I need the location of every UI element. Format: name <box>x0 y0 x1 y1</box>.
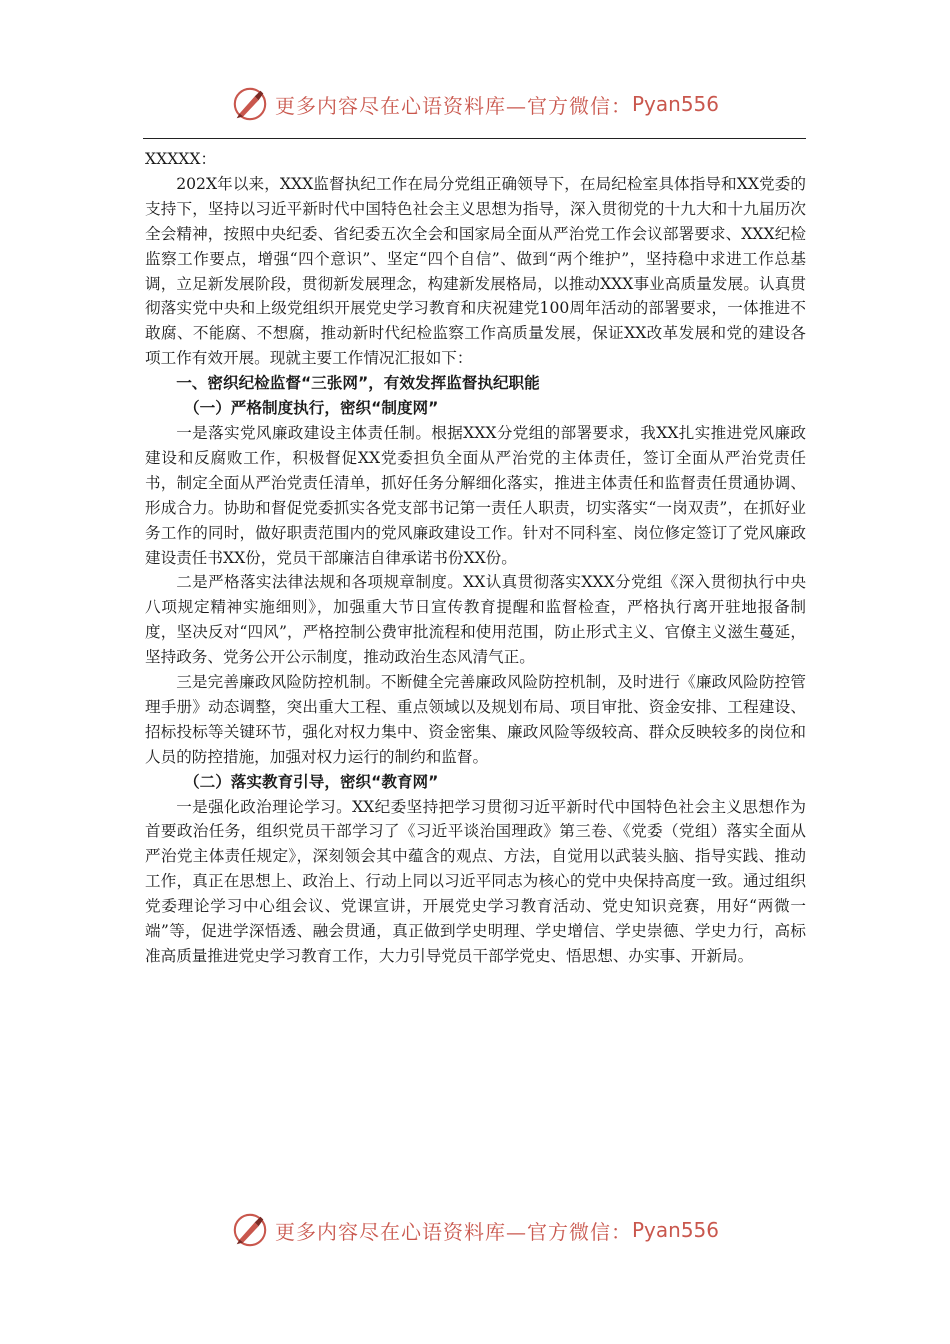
paragraph-3: 三是完善廉政风险防控机制。不断健全完善廉政风险防控机制，及时进行《廉政风险防控管理手册》动态调整，突出重大工程、重点领域以及规划布局、项目审批、资金安排、工程建设、招标投标等关键环节，强化对权力集中、资金密集、廉政风险等级较高、群众反映较多的岗位和人员的防控措施，加强对权力运行的制约和监督。 <box>145 673 806 766</box>
banner-text: 更多内容尽在心语资料库—官方微信： <box>274 93 632 118</box>
paragraph-1: 一是落实党风廉政建设主体责任制。根据XXX分党组的部署要求，我XX扎实推进党风廉政建设和反腐败工作，积极督促XX党委担负全面从严治党的主体责任，签订全面从严治党责任书，制定全面从严治党责任清单，抓好任务分解细化落实，推进主体责任和监督责任贯通协调、形成合力。协助和督促党委抓实各党支部书记第一责任人职责，切实落实“一岗双责”，在抓好业务工作的同时，做好职责范围内的党风廉政建设工作。针对不同科室、岗位修定签订了党风廉政建设责任书XX份，党员干部廉洁自律承诺书份XX份。 <box>145 423 806 567</box>
section-heading-1: 一、密织纪检监督“三张网”，有效发挥监督执纪职能 <box>176 374 540 393</box>
subsection-heading-2: （二）落实教育引导，密织“教育网” <box>184 772 439 791</box>
pen-logo-icon <box>231 1211 269 1249</box>
header-rule <box>143 138 806 139</box>
banner-text: 更多内容尽在心语资料库—官方微信： <box>274 1219 632 1244</box>
document-body <box>145 147 806 969</box>
salutation: XXXXX： <box>145 150 217 168</box>
footer-banner <box>0 1208 950 1252</box>
intro-paragraph: 202X年以来，XXX监督执纪工作在局分党组正确领导下，在局纪检室具体指导和XX党委的支持下，坚持以习近平新时代中国特色社会主义思想为指导，深入贯彻党的十九大和十九届历次全会精神，按照中央纪委、省纪委五次全会和国家局全面从严治党工作会议部署要求、XXX纪检监察工作要点，增强“四个意识”、坚定“四个自信”、做到“两个维护”，坚持稳中求进工作总基调，立足新发展阶段，贯彻新发展理念，构建新发展格局，以推动XXX事业高质量发展。认真贯彻落实党中央和上级党组织开展党史学习教育和庆祝建党100周年活动的部署要求，一体推进不敢腐、不能腐、不想腐，推动新时代纪检监察工作高质量发展，保证XX改革发展和党的建设各项工作有效开展。现就主要工作情况汇报如下： <box>145 174 806 368</box>
paragraph-2: 二是严格落实法律法规和各项规章制度。XX认真贯彻落实XXX分党组《深入贯彻执行中央八项规定精神实施细则》，加强重大节日宣传教育提醒和监督检查，严格执行离开驻地报备制度，坚决反对“四风”，严格控制公费审批流程和使用范围，防止形式主义、官僚主义滋生蔓延，坚持政务、党务公开公示制度，推动政治生态风清气正。 <box>145 573 806 667</box>
paragraph-4: 一是强化政治理论学习。XX纪委坚持把学习贯彻习近平新时代中国特色社会主义思想作为首要政治任务，组织党员干部学习了《习近平谈治国理政》第三卷、《党委（党组）落实全面从严治党主体责任规定》，深刻领会其中蕴含的观点、方法，自觉用以武装头脑、指导实践、推动工作，真正在思想上、政治上、行动上同以习近平同志为核心的党中央保持高度一致。通过组织党委理论学习中心组会议、党课宣讲，开展党史学习教育活动、党史知识竞赛，用好“两微一端”等，促进学深悟透、融会贯通，真正做到学史明理、学史增信、学史崇德、学史力行，高标准高质量推进党史学习教育工作，大力引导党员干部学党史、悟思想、办实事、开新局。 <box>145 797 806 965</box>
header-banner <box>0 82 950 126</box>
banner-wechat-id: Pyan556 <box>631 92 719 116</box>
subsection-heading-1: （一）严格制度执行，密织“制度网” <box>184 399 439 418</box>
banner-wechat-id: Pyan556 <box>631 1218 719 1242</box>
pen-logo-icon <box>231 85 269 123</box>
